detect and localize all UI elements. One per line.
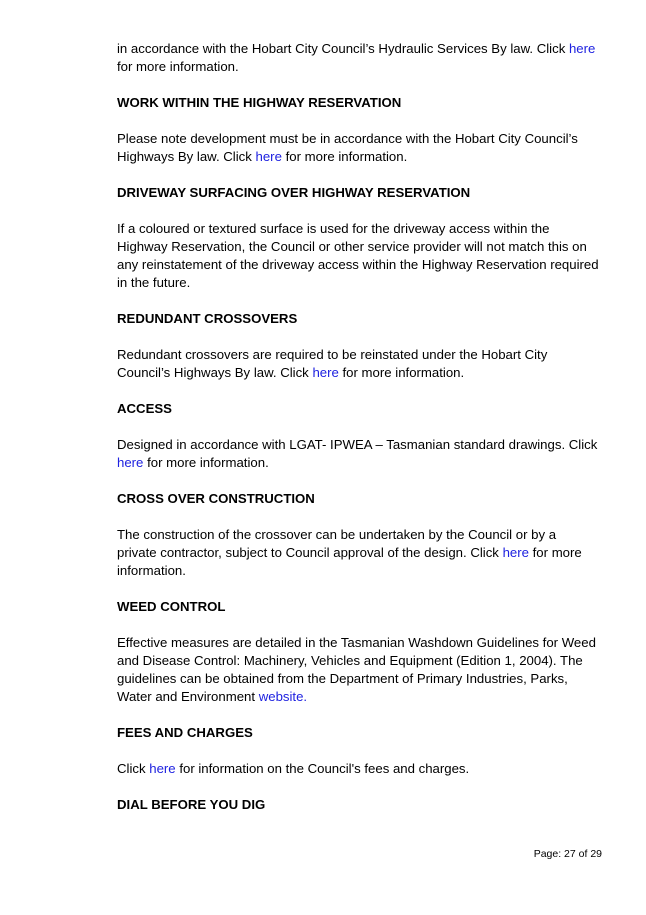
redundant-crossovers-link[interactable]: here <box>312 365 339 380</box>
paragraph-driveway-surfacing: If a coloured or textured surface is used for the driveway access within the Highway Reservation, the Council or other service provider will not match this on any reinstatement of the driveway access within the Highway Reservation required in the future. <box>117 221 599 290</box>
intro-paragraph <box>117 40 599 76</box>
intro-text-before: in accordance with the Hobart City Council’s Hydraulic Services By law. Click <box>117 41 569 56</box>
paragraph-access <box>117 436 599 472</box>
standard-drawings-link[interactable]: here <box>117 455 144 470</box>
work-text-after: for more information. <box>281 149 408 164</box>
heading-driveway-surfacing: DRIVEWAY SURFACING OVER HIGHWAY RESERVATION <box>117 185 471 200</box>
hydraulic-services-link[interactable]: here <box>568 41 596 56</box>
intro-text-after: for more information. <box>117 59 239 74</box>
paragraph-weed-control <box>117 634 599 706</box>
heading-cross-over-construction: CROSS OVER CONSTRUCTION <box>117 491 315 506</box>
paragraph-fees-and-charges <box>117 760 599 778</box>
work-text-before: Please note development must be in accordance with the Hobart City Council’s Highways By law. Click <box>117 131 578 164</box>
access-text-after: for more information. <box>143 455 269 470</box>
paragraph-cross-over-construction <box>117 526 599 580</box>
fees-and-charges-link[interactable]: here <box>149 761 176 776</box>
document-page <box>117 40 599 814</box>
heading-access: ACCESS <box>117 401 172 416</box>
fees-text-before: Click <box>117 761 150 776</box>
heading-weed-control: WEED CONTROL <box>117 599 226 614</box>
dpipwe-website-link[interactable]: website. <box>258 689 308 704</box>
crossover-construction-link[interactable]: here <box>502 545 529 560</box>
crossover-text-after: for more information. <box>117 545 582 578</box>
heading-fees-and-charges: FEES AND CHARGES <box>117 725 253 740</box>
page-number: Page: 27 of 29 <box>533 848 602 860</box>
paragraph-work-within-highway <box>117 130 599 166</box>
fees-text-after: for information on the Council's fees and charges. <box>175 761 470 776</box>
access-text-before: Designed in accordance with LGAT- IPWEA – Tasmanian standard drawings. Click <box>117 437 598 452</box>
paragraph-redundant-crossovers <box>117 346 599 382</box>
crossover-text-before: The construction of the crossover can be undertaken by the Council or by a private contractor, subject to Council approval of the design. Click <box>117 527 557 560</box>
weed-text-before: Effective measures are detailed in the Tasmanian Washdown Guidelines for Weed and Disease Control: Machinery, Vehicles and Equipment (Edition 1, 2004). The guidelines can be obtained from the Department of Primary Industries, Parks, Water and Environment <box>117 635 596 704</box>
heading-dial-before-you-dig: DIAL BEFORE YOU DIG <box>117 797 266 812</box>
redundant-text-before: Redundant crossovers are required to be reinstated under the Hobart City Council’s Highways By law. Click <box>117 347 548 380</box>
redundant-text-after: for more information. <box>338 365 465 380</box>
heading-redundant-crossovers: REDUNDANT CROSSOVERS <box>117 311 298 326</box>
highways-bylaw-link[interactable]: here <box>255 149 282 164</box>
heading-work-within-highway: WORK WITHIN THE HIGHWAY RESERVATION <box>117 95 402 110</box>
